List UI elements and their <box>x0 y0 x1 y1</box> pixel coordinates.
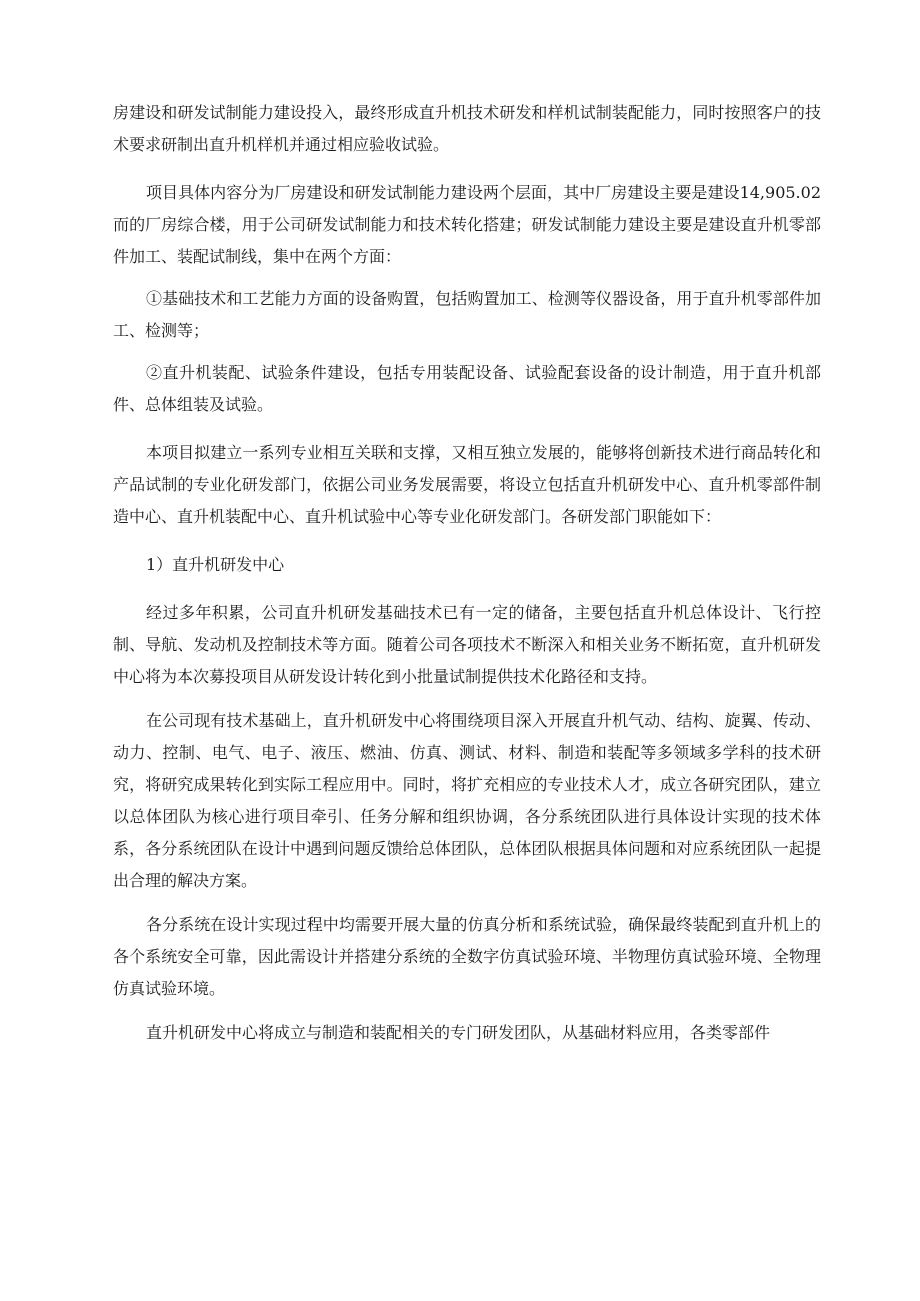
paragraph-accumulation: 经过多年积累，公司直升机研发基础技术已有一定的储备，主要包括直升机总体设计、飞行控制、导航、发动机及控制技术等方面。随着公司各项技术不断深入和相关业务不断拓宽，直升机研发中心将为本次募投项目从研发设计转化到小批量试制提供技术化路径和支持。 <box>113 603 821 686</box>
paragraph-item-1: ①基础技术和工艺能力方面的设备购置，包括购置加工、检测等仪器设备，用于直升机零部件加工、检测等； <box>113 289 821 340</box>
paragraph-continuation: 房建设和研发试制能力建设投入，最终形成直升机技术研发和样机试制装配能力，同时按照客户的技术要求研制出直升机样机并通过相应验收试验。 <box>113 103 821 154</box>
paragraph-project-content: 项目具体内容分为厂房建设和研发试制能力建设两个层面，其中厂房建设主要是建设14,905.02而的厂房综合楼，用于公司研发试制能力和技术转化搭建；研发试制能力建设主要是建设直升机零部件加工、装配试制线，集中在两个方面： <box>113 183 821 266</box>
paragraph-manufacturing-team: 直升机研发中心将成立与制造和装配相关的专门研发团队，从基础材料应用，各类零部件 <box>146 1023 771 1042</box>
paragraph-departments: 本项目拟建立一系列专业相互关联和支撑，又相互独立发展的，能够将创新技术进行商品转化和产品试制的专业化研发部门，依据公司业务发展需要，将设立包括直升机研发中心、直升机零部件制造中心、直升机装配中心、直升机试验中心等专业化研发部门。各研发部门职能如下： <box>113 443 821 526</box>
section-heading-rd-center: 1）直升机研发中心 <box>146 555 285 574</box>
paragraph-subsystems: 各分系统在设计实现过程中均需要开展大量的仿真分析和系统试验，确保最终装配到直升机上的各个系统安全可靠，因此需设计并搭建分系统的全数字仿真试验环境、半物理仿真试验环境、全物理仿真试验环境。 <box>113 915 821 998</box>
document-page <box>113 97 821 1049</box>
paragraph-technical-basis: 在公司现有技术基础上，直升机研发中心将围绕项目深入开展直升机气动、结构、旋翼、传动、动力、控制、电气、电子、液压、燃油、仿真、测试、材料、制造和装配等多领域多学科的技术研究，将研究成果转化到实际工程应用中。同时，将扩充相应的专业技术人才，成立各研究团队，建立以总体团队为核心进行项目牵引、任务分解和组织协调，各分系统团队进行具体设计实现的技术体系，各分系统团队在设计中遇到问题反馈给总体团队，总体团队根据具体问题和对应系统团队一起提出合理的解决方案。 <box>113 711 821 890</box>
paragraph-item-2: ②直升机装配、试验条件建设，包括专用装配设备、试验配套设备的设计制造，用于直升机部件、总体组装及试验。 <box>113 363 821 414</box>
